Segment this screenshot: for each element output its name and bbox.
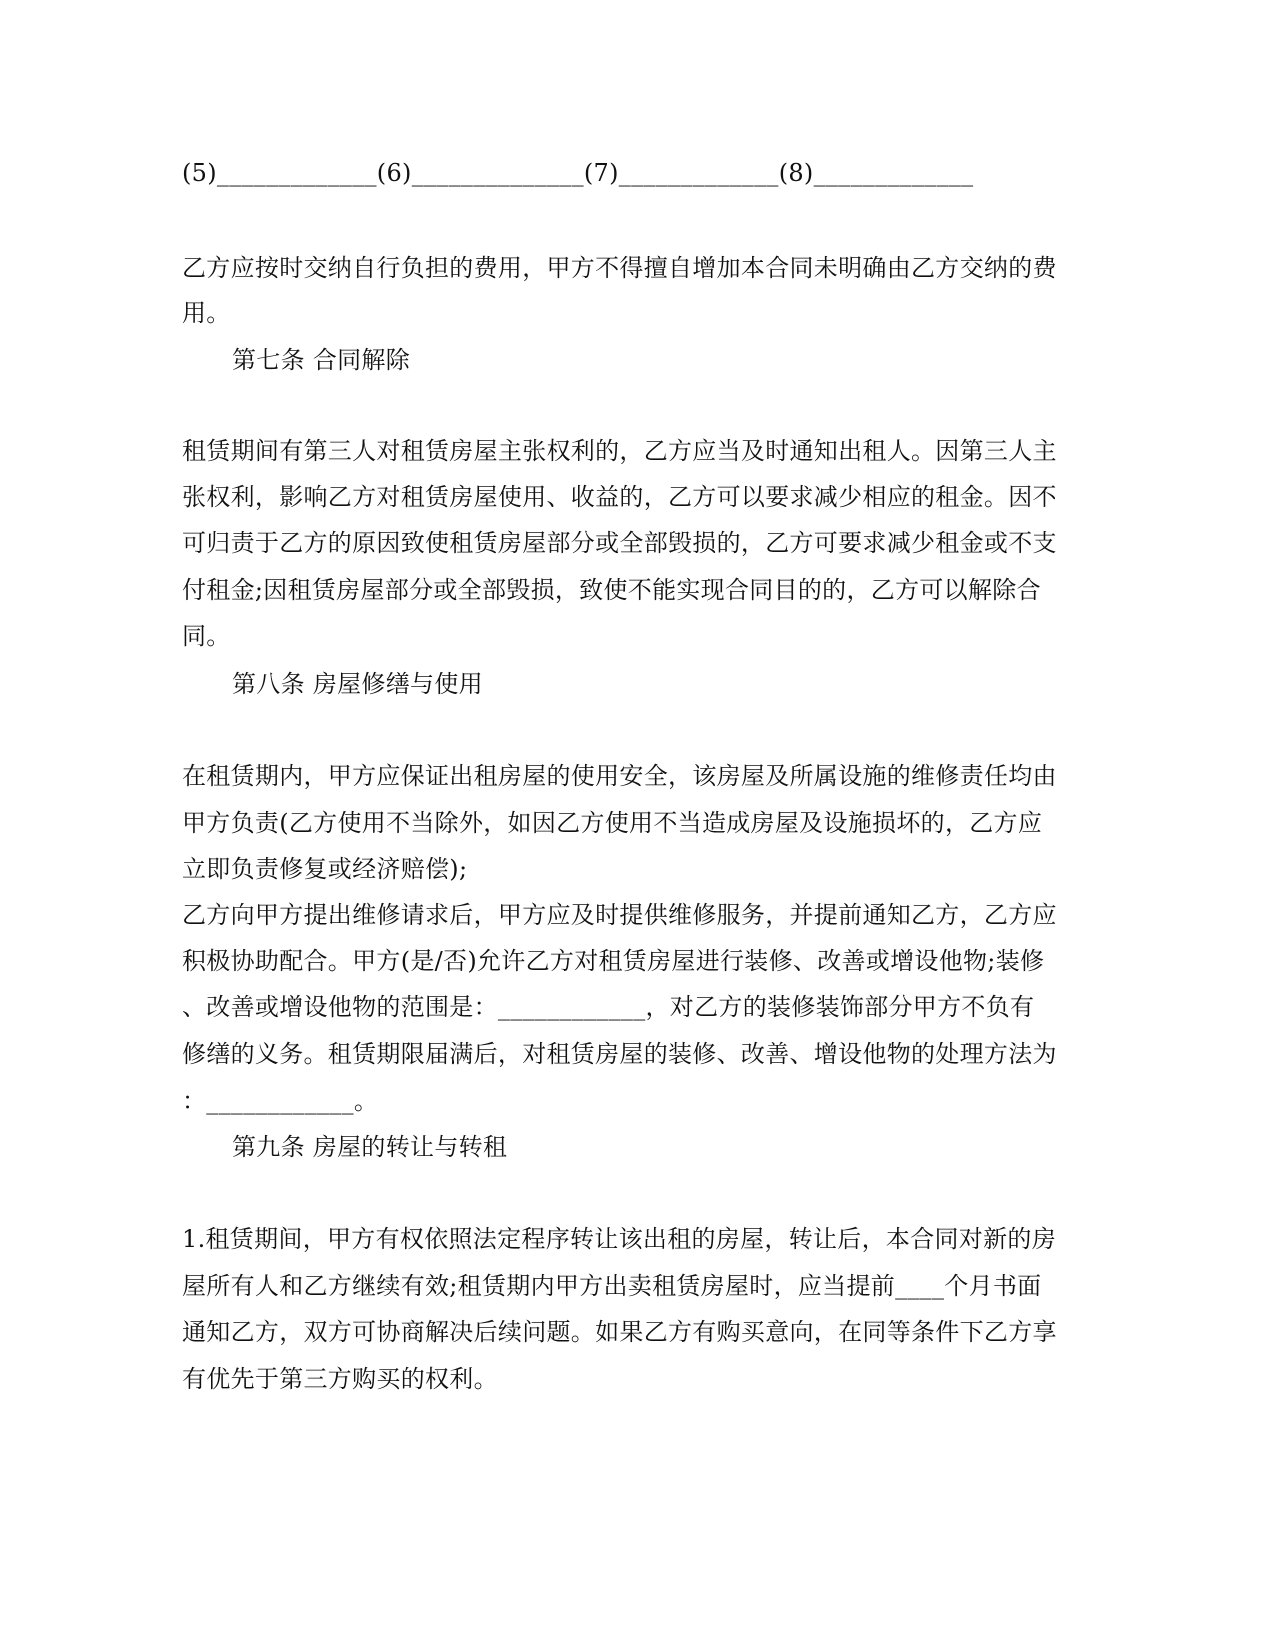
- paragraph-line: 有优先于第三方购买的权利。: [182, 1365, 498, 1393]
- paragraph-line: 甲方负责(乙方使用不当除外，如因乙方使用不当造成房屋及设施损坏的，乙方应: [182, 809, 1043, 837]
- paragraph-line: 在租赁期内，甲方应保证出租房屋的使用安全，该房屋及所属设施的维修责任均由: [182, 762, 1057, 790]
- paragraph-line: 通知乙方，双方可协商解决后续问题。如果乙方有购买意向，在同等条件下乙方享: [182, 1318, 1057, 1346]
- paragraph-line: 修缮的义务。租赁期限届满后，对租赁房屋的装修、改善、增设他物的处理方法为: [182, 1040, 1057, 1068]
- paragraph-line: 屋所有人和乙方继续有效;租赁期内甲方出卖租赁房屋时，应当提前____个月书面: [182, 1272, 1042, 1300]
- paragraph-line: 付租金;因租赁房屋部分或全部毁损，致使不能实现合同目的的，乙方可以解除合: [182, 576, 1041, 604]
- paragraph-line: 、改善或增设他物的范围是：____________，对乙方的装修装饰部分甲方不负有: [182, 993, 1035, 1021]
- section-heading-article-7: 第七条 合同解除: [232, 346, 411, 374]
- paragraph-line: 乙方应按时交纳自行负担的费用，甲方不得擅自增加本合同未明确由乙方交纳的费: [182, 254, 1057, 282]
- section-heading-article-9: 第九条 房屋的转让与转租: [232, 1133, 508, 1161]
- paragraph-line: 用。: [182, 299, 231, 327]
- paragraph-line: 乙方向甲方提出维修请求后，甲方应及时提供维修服务，并提前通知乙方，乙方应: [182, 901, 1057, 929]
- paragraph-line: 租赁期间有第三人对租赁房屋主张权利的，乙方应当及时通知出租人。因第三人主: [182, 437, 1057, 465]
- paragraph-line: 立即负责修复或经济赔偿);: [182, 855, 468, 883]
- paragraph-line: 张权利，影响乙方对租赁房屋使用、收益的，乙方可以要求减少相应的租金。因不: [182, 483, 1057, 511]
- section-heading-article-8: 第八条 房屋修缮与使用: [232, 670, 483, 698]
- paragraph-line: 可归责于乙方的原因致使租赁房屋部分或全部毁损的，乙方可要求减少租金或不支: [182, 529, 1057, 557]
- fee-blanks-line: (5)_____________(6)______________(7)_____________(8)_____________: [182, 159, 974, 187]
- paragraph-line: 同。: [182, 622, 231, 650]
- paragraph-line: 积极协助配合。甲方(是/否)允许乙方对租赁房屋进行装修、改善或增设他物;装修: [182, 947, 1045, 975]
- paragraph-line: 1.租赁期间，甲方有权依照法定程序转让该出租的房屋，转让后，本合同对新的房: [182, 1225, 1056, 1253]
- paragraph-line: ：____________。: [182, 1087, 379, 1115]
